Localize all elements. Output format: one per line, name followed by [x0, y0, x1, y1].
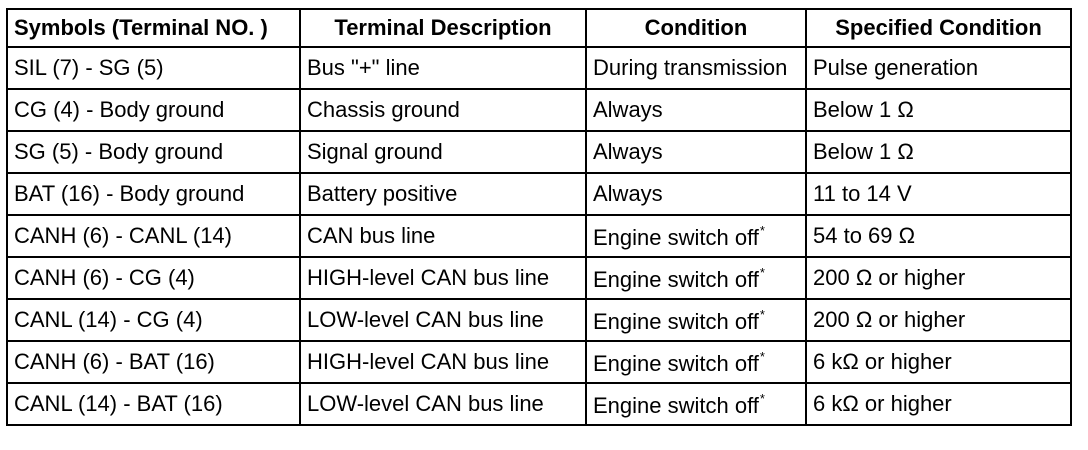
cell-terminal-description: LOW-level CAN bus line — [300, 383, 586, 425]
cell-specified-condition: Below 1 Ω — [806, 131, 1071, 173]
table-row — [7, 89, 1071, 131]
cell-terminal-description: Bus "+" line — [300, 47, 586, 89]
footnote-marker: * — [759, 264, 765, 280]
cell-terminal-description: Battery positive — [300, 173, 586, 215]
cell-condition — [586, 131, 806, 173]
cell-terminal-description: LOW-level CAN bus line — [300, 299, 586, 341]
cell-terminal-description: Signal ground — [300, 131, 586, 173]
table-row — [7, 299, 1071, 341]
cell-specified-condition: 6 kΩ or higher — [806, 341, 1071, 383]
cell-symbols: SG (5) - Body ground — [7, 131, 300, 173]
cell-specified-condition: 200 Ω or higher — [806, 257, 1071, 299]
table-row — [7, 383, 1071, 425]
footnote-marker: * — [759, 222, 765, 238]
cell-specified-condition: 11 to 14 V — [806, 173, 1071, 215]
cell-condition — [586, 47, 806, 89]
table-row — [7, 341, 1071, 383]
cell-specified-condition: 6 kΩ or higher — [806, 383, 1071, 425]
cell-symbols: CANH (6) - CG (4) — [7, 257, 300, 299]
footnote-marker: * — [759, 306, 765, 322]
cell-symbols: SIL (7) - SG (5) — [7, 47, 300, 89]
cell-symbols: CANH (6) - CANL (14) — [7, 215, 300, 257]
cell-terminal-description: CAN bus line — [300, 215, 586, 257]
table-body — [7, 47, 1071, 425]
cell-symbols: CANH (6) - BAT (16) — [7, 341, 300, 383]
cell-terminal-description: Chassis ground — [300, 89, 586, 131]
cell-symbols: BAT (16) - Body ground — [7, 173, 300, 215]
condition-text: Engine switch off — [593, 266, 759, 292]
cell-symbols: CANL (14) - BAT (16) — [7, 383, 300, 425]
header-specified-condition: Specified Condition — [806, 9, 1071, 47]
table-row — [7, 257, 1071, 299]
header-row — [7, 9, 1071, 47]
cell-terminal-description: HIGH-level CAN bus line — [300, 341, 586, 383]
table-row — [7, 131, 1071, 173]
cell-condition — [586, 257, 806, 299]
cell-condition — [586, 89, 806, 131]
footnote-marker: * — [759, 348, 765, 364]
condition-text: Always — [593, 181, 663, 206]
cell-condition — [586, 215, 806, 257]
cell-condition — [586, 173, 806, 215]
condition-text: During transmission — [593, 55, 788, 80]
header-terminal-description: Terminal Description — [300, 9, 586, 47]
condition-text: Always — [593, 139, 663, 164]
cell-specified-condition: Pulse generation — [806, 47, 1071, 89]
table-row — [7, 215, 1071, 257]
header-condition: Condition — [586, 9, 806, 47]
table-row — [7, 47, 1071, 89]
header-symbols: Symbols (Terminal NO. ) — [7, 9, 300, 47]
cell-terminal-description: HIGH-level CAN bus line — [300, 257, 586, 299]
footnote-marker: * — [759, 390, 765, 406]
cell-symbols: CANL (14) - CG (4) — [7, 299, 300, 341]
terminal-spec-table — [6, 8, 1072, 426]
condition-text: Engine switch off — [593, 350, 759, 376]
table-row — [7, 173, 1071, 215]
table-header — [7, 9, 1071, 47]
cell-condition — [586, 383, 806, 425]
cell-specified-condition: Below 1 Ω — [806, 89, 1071, 131]
cell-condition — [586, 341, 806, 383]
cell-condition — [586, 299, 806, 341]
condition-text: Engine switch off — [593, 224, 759, 250]
cell-specified-condition: 200 Ω or higher — [806, 299, 1071, 341]
condition-text: Engine switch off — [593, 308, 759, 334]
condition-text: Engine switch off — [593, 392, 759, 418]
cell-specified-condition: 54 to 69 Ω — [806, 215, 1071, 257]
cell-symbols: CG (4) - Body ground — [7, 89, 300, 131]
condition-text: Always — [593, 97, 663, 122]
